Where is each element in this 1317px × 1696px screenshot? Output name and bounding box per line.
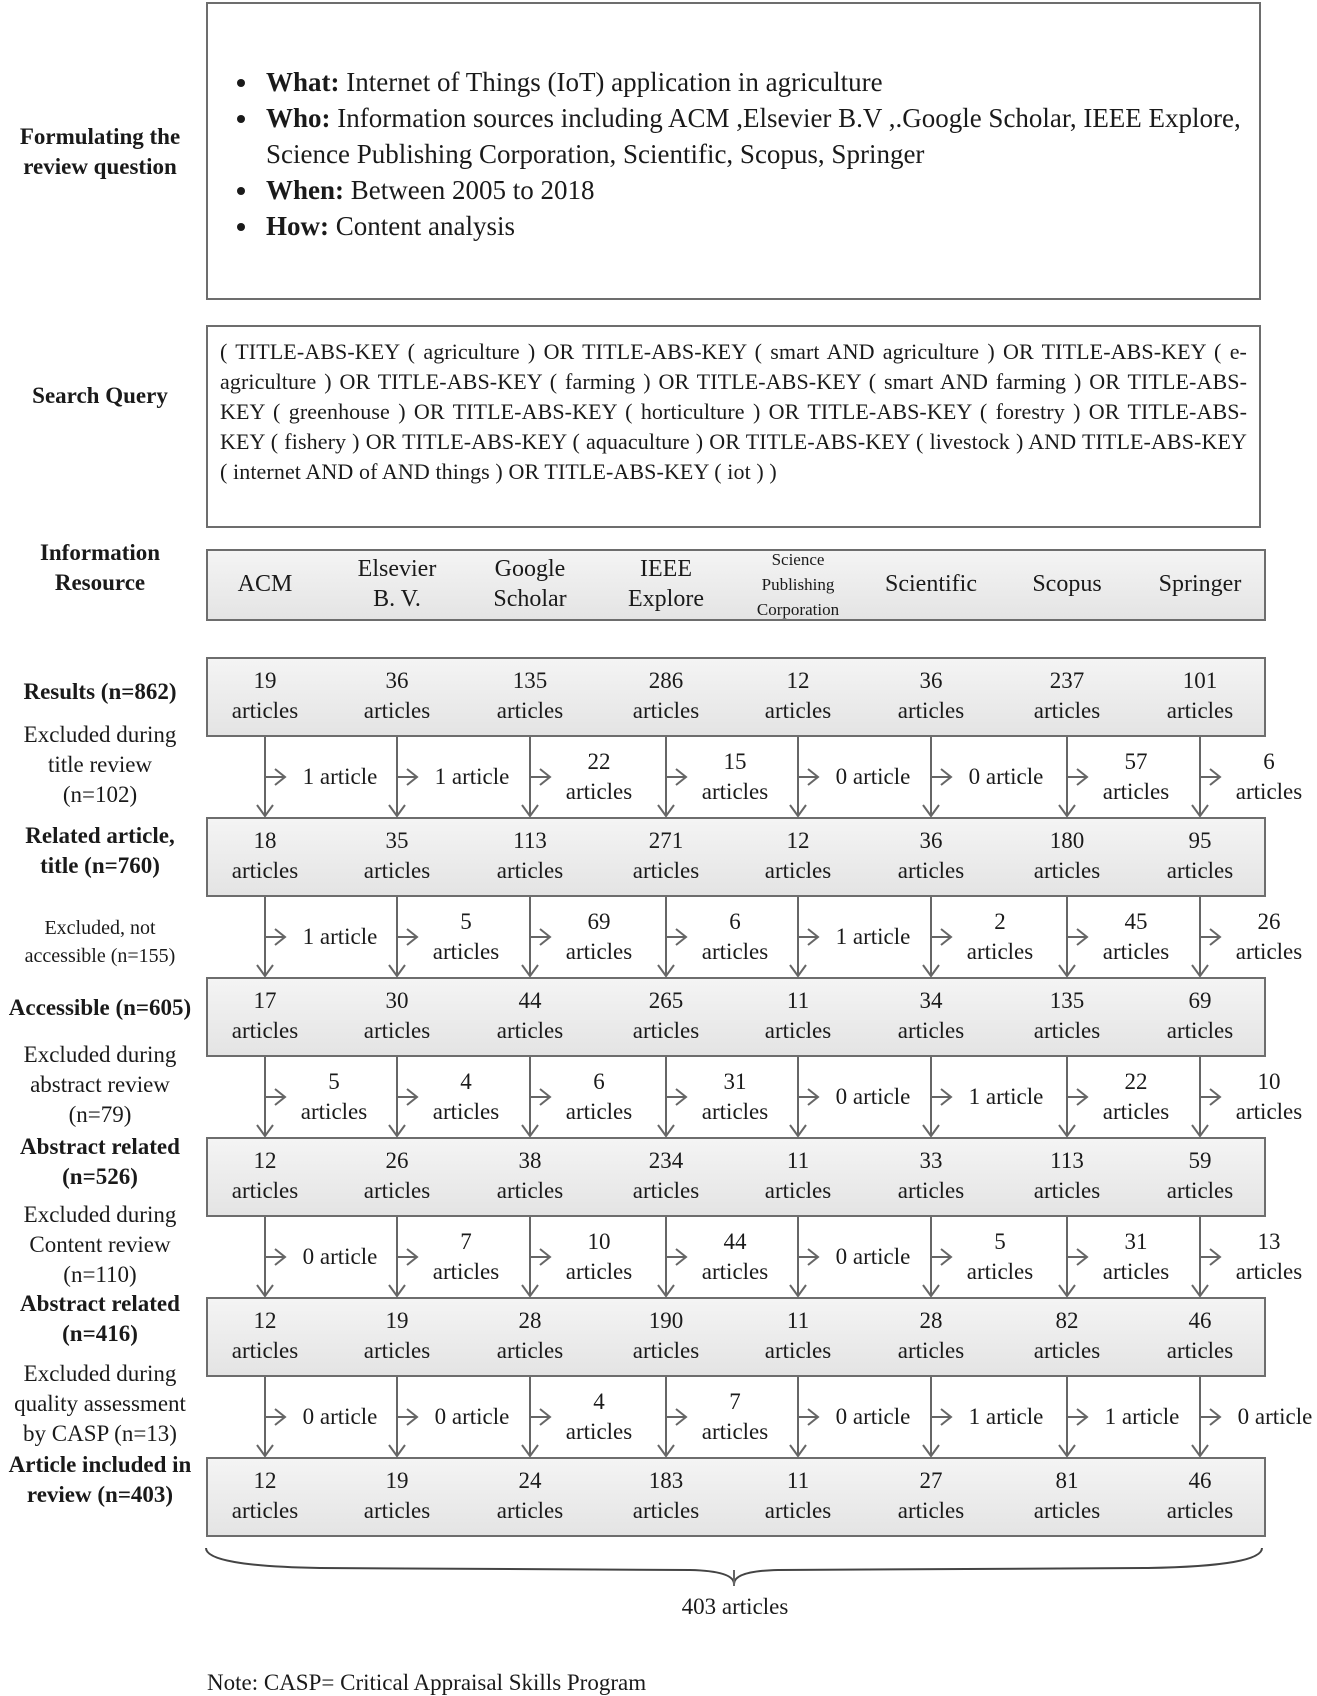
cell-abstract_related_2-1: 19 articles	[363, 1308, 431, 1363]
source-4: Science Publishing Corporation	[756, 549, 840, 619]
cell-related_title-3: 271 articles	[632, 828, 700, 883]
cell-included-1: 19 articles	[363, 1468, 431, 1523]
cell-related_title-0: 18 articles	[231, 828, 299, 883]
arrow-content-1	[389, 1217, 417, 1296]
cell-results-5: 36 articles	[897, 668, 965, 723]
exclusion-title-3: 15 articles	[701, 749, 769, 804]
exclusion-abstract-7: 10 articles	[1235, 1069, 1303, 1124]
exclusion-quality-6: 1 article	[1104, 1404, 1180, 1429]
cell-abstract_related_2-0: 12 articles	[231, 1308, 299, 1363]
cell-abstract_related_2-2: 28 articles	[496, 1308, 564, 1363]
exclusion-content-5: 5 articles	[966, 1229, 1034, 1284]
arrow-title-1	[389, 737, 417, 816]
arrow-title-6	[1059, 737, 1087, 816]
cell-accessible-6: 135 articles	[1033, 988, 1101, 1043]
cell-accessible-4: 11 articles	[764, 988, 832, 1043]
exclusion-title-2: 22 articles	[565, 749, 633, 804]
arrow-access-0	[257, 897, 285, 976]
cell-abstract_related_2-4: 11 articles	[764, 1308, 832, 1363]
cell-abstract_related_1-3: 234 articles	[632, 1148, 700, 1203]
arrow-abstract-3	[658, 1057, 686, 1136]
exclusion-title-6: 57 articles	[1102, 749, 1170, 804]
arrow-access-5	[923, 897, 951, 976]
label-abstract-related-1: Abstract related (n=526)	[20, 1134, 180, 1189]
search-query-box: ( TITLE-ABS-KEY ( agriculture ) OR TITLE-ABS-KEY ( smart AND agriculture ) OR TITLE-ABS-KEY ( e-agriculture ) OR TITLE-ABS-KEY ( farming ) OR TITLE-ABS-KEY ( smart AND farming ) OR TITLE-ABS-KEY ( greenhouse ) OR TITLE-ABS-KEY ( horticulture ) OR TITLE-ABS-KEY ( forestry ) OR TITLE-ABS-KEY ( fishery ) OR TITLE-ABS-KEY ( aquaculture ) OR TITLE-ABS-KEY ( livestock ) AND TITLE-ABS-KEY ( internet AND of AND things ) OR TITLE-ABS-KEY ( iot ) )	[206, 325, 1261, 528]
cell-abstract_related_1-5: 33 articles	[897, 1148, 965, 1203]
cell-included-4: 11 articles	[764, 1468, 832, 1523]
cell-abstract_related_1-1: 26 articles	[363, 1148, 431, 1203]
exclusion-title-0: 1 article	[302, 764, 378, 789]
exclusion-access-6: 45 articles	[1102, 909, 1170, 964]
arrow-access-6	[1059, 897, 1087, 976]
label-included: Article included in review (n=403)	[8, 1452, 192, 1507]
exclusion-abstract-3: 31 articles	[701, 1069, 769, 1124]
question-when: • When: Between 2005 to 2018	[260, 172, 1259, 208]
note: Note: CASP= Critical Appraisal Skills Program	[207, 1670, 647, 1695]
arrow-access-3	[658, 897, 686, 976]
arrow-quality-7	[1192, 1377, 1220, 1456]
cell-results-0: 19 articles	[231, 668, 299, 723]
arrow-content-7	[1192, 1217, 1220, 1296]
cell-related_title-7: 95 articles	[1166, 828, 1234, 883]
exclusion-access-5: 2 articles	[966, 909, 1034, 964]
cell-included-5: 27 articles	[897, 1468, 965, 1523]
exclusion-title-4: 0 article	[835, 764, 911, 789]
exclusion-access-3: 6 articles	[701, 909, 769, 964]
cell-results-7: 101 articles	[1166, 668, 1234, 723]
cell-abstract_related_2-7: 46 articles	[1166, 1308, 1234, 1363]
question-what: • What: Internet of Things (IoT) application in agriculture	[260, 64, 1259, 100]
exclusion-access-2: 69 articles	[565, 909, 633, 964]
arrow-content-5	[923, 1217, 951, 1296]
exclusion-content-7: 13 articles	[1235, 1229, 1303, 1284]
exclusion-content-3: 44 articles	[701, 1229, 769, 1284]
label-search-query: Search Query	[32, 383, 168, 408]
exclusion-access-7: 26 articles	[1235, 909, 1303, 964]
source-7: Springer	[1158, 571, 1242, 597]
arrow-abstract-1	[389, 1057, 417, 1136]
cell-abstract_related_2-6: 82 articles	[1033, 1308, 1101, 1363]
source-1: Elsevier B. V.	[357, 556, 437, 612]
arrow-abstract-6	[1059, 1057, 1087, 1136]
label-excluded-quality: Excluded during quality assessment by CASP (n=13)	[14, 1361, 186, 1446]
cell-results-6: 237 articles	[1033, 668, 1101, 723]
source-0: ACM	[237, 571, 293, 597]
exclusion-title-5: 0 article	[968, 764, 1044, 789]
arrow-title-4	[790, 737, 818, 816]
cell-abstract_related_2-5: 28 articles	[897, 1308, 965, 1363]
cell-abstract_related_1-4: 11 articles	[764, 1148, 832, 1203]
exclusion-access-0: 1 article	[302, 924, 378, 949]
arrow-title-0	[257, 737, 285, 816]
cell-included-0: 12 articles	[231, 1468, 299, 1523]
label-formulating: Formulating the review question	[19, 124, 181, 179]
cell-abstract_related_1-0: 12 articles	[231, 1148, 299, 1203]
source-2: Google Scholar	[493, 556, 567, 612]
exclusion-abstract-0: 5 articles	[300, 1069, 368, 1124]
arrow-quality-5	[923, 1377, 951, 1456]
arrow-title-7	[1192, 737, 1220, 816]
cell-related_title-4: 12 articles	[764, 828, 832, 883]
exclusion-quality-2: 4 articles	[565, 1389, 633, 1444]
cell-abstract_related_1-7: 59 articles	[1166, 1148, 1234, 1203]
cell-abstract_related_2-3: 190 articles	[632, 1308, 700, 1363]
arrow-quality-2	[522, 1377, 550, 1456]
exclusion-abstract-6: 22 articles	[1102, 1069, 1170, 1124]
exclusion-content-1: 7 articles	[432, 1229, 500, 1284]
label-excluded-access: Excluded, not accessible (n=155)	[24, 917, 176, 967]
cell-related_title-6: 180 articles	[1033, 828, 1101, 883]
cell-accessible-7: 69 articles	[1166, 988, 1234, 1043]
arrow-access-1	[389, 897, 417, 976]
arrow-abstract-0	[257, 1057, 285, 1136]
label-related-title: Related article, title (n=760)	[25, 823, 175, 878]
exclusion-content-2: 10 articles	[565, 1229, 633, 1284]
source-6: Scopus	[1032, 571, 1102, 597]
exclusion-quality-5: 1 article	[968, 1404, 1044, 1429]
exclusion-content-6: 31 articles	[1102, 1229, 1170, 1284]
arrow-quality-3	[658, 1377, 686, 1456]
arrow-content-3	[658, 1217, 686, 1296]
exclusion-title-7: 6 articles	[1235, 749, 1303, 804]
exclusion-access-1: 5 articles	[432, 909, 500, 964]
total-articles: 403 articles	[681, 1594, 789, 1619]
question-who: • Who: Information sources including ACM ,Elsevier B.V ,.Google Scholar, IEEE Explore, Science Publishing Corporation, Scientific, Scopus, Springer	[260, 100, 1259, 172]
exclusion-abstract-1: 4 articles	[432, 1069, 500, 1124]
arrow-content-0	[257, 1217, 285, 1296]
label-excluded-title: Excluded during title review (n=102)	[23, 722, 177, 807]
arrow-access-7	[1192, 897, 1220, 976]
exclusion-quality-1: 0 article	[434, 1404, 510, 1429]
cell-included-7: 46 articles	[1166, 1468, 1234, 1523]
cell-related_title-5: 36 articles	[897, 828, 965, 883]
arrow-abstract-7	[1192, 1057, 1220, 1136]
exclusion-title-1: 1 article	[434, 764, 510, 789]
cell-results-2: 135 articles	[496, 668, 564, 723]
label-abstract-related-2: Abstract related (n=416)	[20, 1291, 180, 1346]
label-results: Results (n=862)	[23, 679, 177, 704]
source-3: IEEE Explore	[628, 556, 704, 612]
exclusion-quality-0: 0 article	[302, 1404, 378, 1429]
arrow-title-2	[522, 737, 550, 816]
exclusion-abstract-2: 6 articles	[565, 1069, 633, 1124]
cell-accessible-5: 34 articles	[897, 988, 965, 1043]
arrow-abstract-2	[522, 1057, 550, 1136]
exclusion-access-4: 1 article	[835, 924, 911, 949]
cell-accessible-1: 30 articles	[363, 988, 431, 1043]
cell-abstract_related_1-6: 113 articles	[1033, 1148, 1101, 1203]
arrow-title-3	[658, 737, 686, 816]
cell-accessible-3: 265 articles	[632, 988, 700, 1043]
cell-related_title-2: 113 articles	[496, 828, 564, 883]
exclusion-quality-4: 0 article	[835, 1404, 911, 1429]
arrow-abstract-4	[790, 1057, 818, 1136]
label-accessible: Accessible (n=605)	[8, 995, 192, 1020]
exclusion-quality-7: 0 article	[1237, 1404, 1313, 1429]
cell-included-6: 81 articles	[1033, 1468, 1101, 1523]
cell-results-4: 12 articles	[764, 668, 832, 723]
label-excluded-abstract: Excluded during abstract review (n=79)	[23, 1042, 177, 1127]
cell-accessible-2: 44 articles	[496, 988, 564, 1043]
exclusion-abstract-4: 0 article	[835, 1084, 911, 1109]
cell-abstract_related_1-2: 38 articles	[496, 1148, 564, 1203]
arrow-quality-6	[1059, 1377, 1087, 1456]
cell-related_title-1: 35 articles	[363, 828, 431, 883]
cell-included-2: 24 articles	[496, 1468, 564, 1523]
question-how: • How: Content analysis	[260, 208, 1259, 244]
arrow-content-4	[790, 1217, 818, 1296]
label-information-resource: Information Resource	[39, 540, 161, 595]
arrow-title-5	[923, 737, 951, 816]
arrow-abstract-5	[923, 1057, 951, 1136]
arrow-access-4	[790, 897, 818, 976]
arrow-content-6	[1059, 1217, 1087, 1296]
source-5: Scientific	[885, 571, 977, 597]
arrow-content-2	[522, 1217, 550, 1296]
cell-results-1: 36 articles	[363, 668, 431, 723]
cell-included-3: 183 articles	[632, 1468, 700, 1523]
exclusion-content-0: 0 article	[302, 1244, 378, 1269]
exclusion-quality-3: 7 articles	[701, 1389, 769, 1444]
arrow-quality-4	[790, 1377, 818, 1456]
cell-accessible-0: 17 articles	[231, 988, 299, 1043]
arrow-quality-1	[389, 1377, 417, 1456]
exclusion-content-4: 0 article	[835, 1244, 911, 1269]
arrow-quality-0	[257, 1377, 285, 1456]
arrow-access-2	[522, 897, 550, 976]
label-excluded-content: Excluded during Content review (n=110)	[23, 1202, 177, 1287]
cell-results-3: 286 articles	[632, 668, 700, 723]
exclusion-abstract-5: 1 article	[968, 1084, 1044, 1109]
